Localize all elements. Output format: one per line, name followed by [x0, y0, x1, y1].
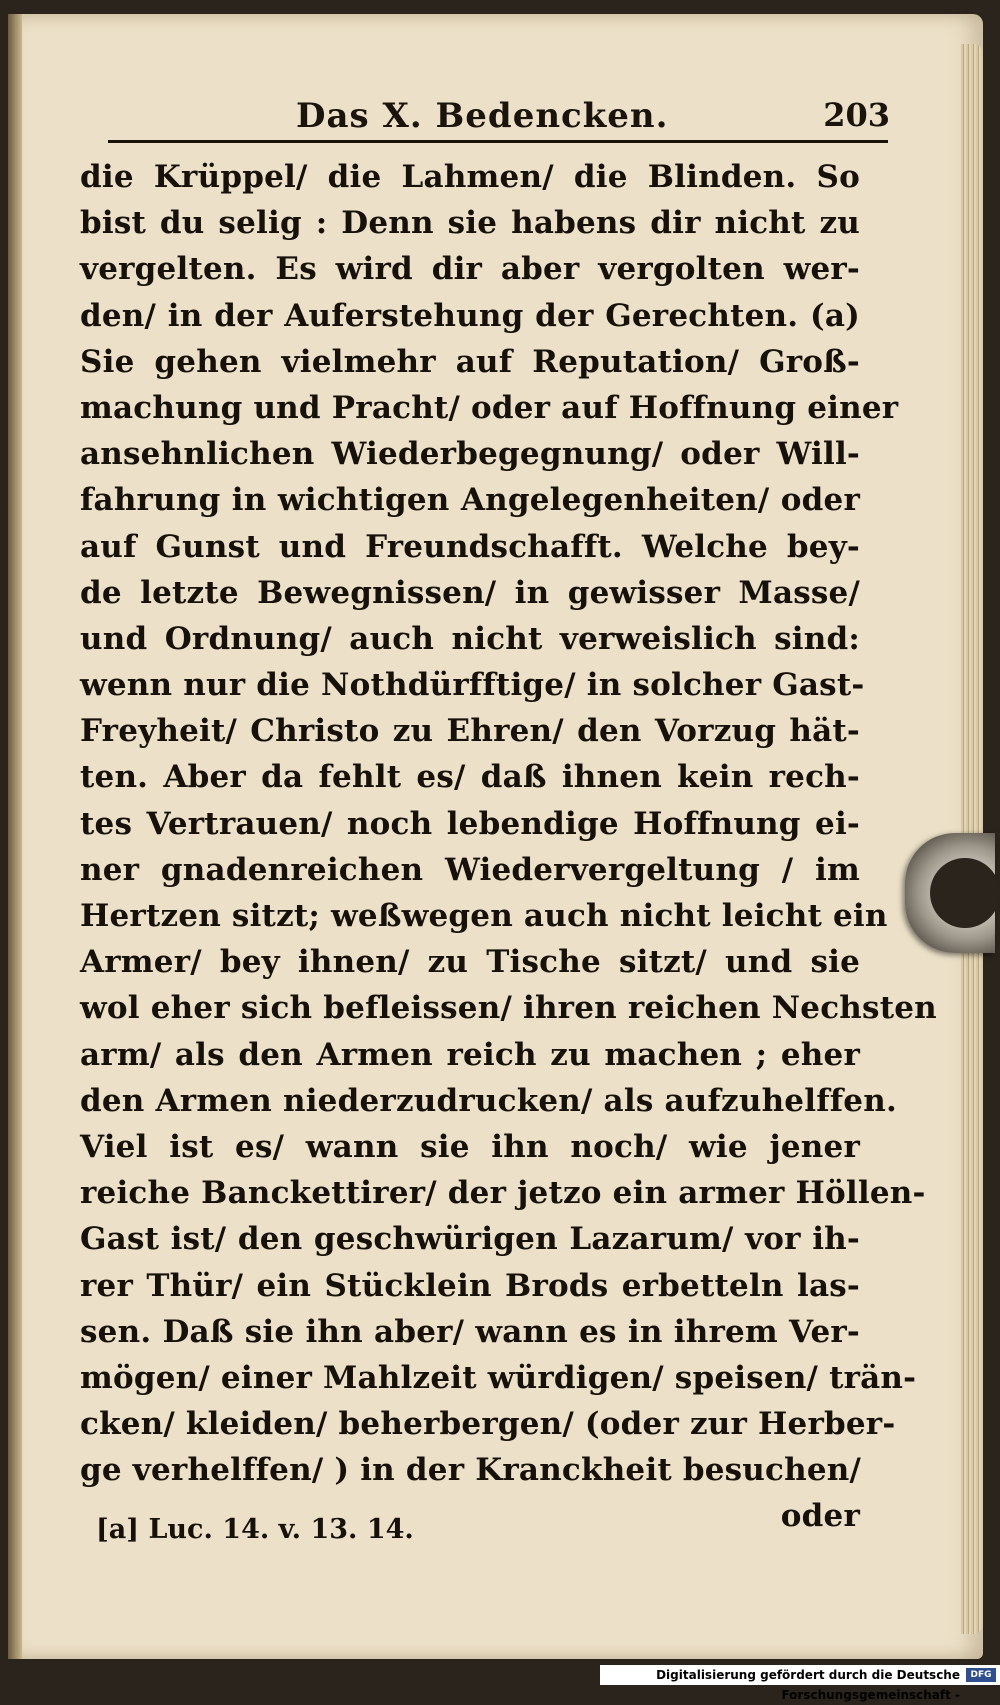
text-line: mögen/ einer Mahlzeit würdigen/ speisen/ trän-	[80, 1359, 917, 1396]
text-line: den/ in der Auferstehung der Gerechten. (a)	[80, 297, 860, 334]
text-line: Viel ist es/ wann sie ihn noch/ wie jener	[80, 1128, 860, 1165]
banner-text: Digitalisierung gefördert durch die Deutsche Forschungsgemeinschaft -	[656, 1668, 960, 1702]
text-line: ner gnadenreichen Wiedervergeltung / im	[80, 851, 860, 888]
text-line: die Krüppel/ die Lahmen/ die Blinden. So	[80, 159, 860, 195]
text-line: ten. Aber da fehlt es/ daß ihnen kein rech-	[80, 759, 860, 796]
running-title: Das X. Bedencken.	[296, 96, 669, 136]
body-text	[80, 154, 937, 1540]
text-line: ge verhelffen/ ) in der Kranckheit besuchen/	[80, 1452, 862, 1489]
text-line: tes Vertrauen/ noch lebendige Hoffnung ei-	[80, 805, 860, 842]
text-line: Hertzen sitzt; weßwegen auch nicht leicht ein	[80, 898, 888, 934]
text-line: vergelten. Es wird dir aber vergolten wer-	[80, 251, 860, 288]
text-line: sen. Daß sie ihn aber/ wann es in ihrem Ver-	[80, 1313, 860, 1350]
text-line: de letzte Bewegnissen/ in gewisser Masse/	[80, 574, 860, 611]
text-line: Sie gehen vielmehr auf Reputation/ Groß-	[80, 343, 860, 380]
text-line: rer Thür/ ein Stücklein Brods erbetteln las-	[80, 1267, 860, 1304]
text-line: cken/ kleiden/ beherbergen/ (oder zur Herber-	[80, 1406, 896, 1443]
dfg-logo: DFG	[966, 1668, 996, 1682]
text-line: wenn nur die Nothdürfftige/ in solcher Gast-	[80, 667, 865, 704]
book-page	[8, 14, 983, 1659]
text-line: Freyheit/ Christo zu Ehren/ den Vorzug hät-	[80, 713, 860, 750]
text-line: wol eher sich befleissen/ ihren reichen Nechsten	[80, 990, 937, 1027]
book-gutter	[8, 14, 22, 1659]
text-line: reiche Banckettirer/ der jetzo ein armer Höllen-	[80, 1175, 926, 1212]
page-header	[108, 96, 890, 144]
clasp-hole	[930, 858, 1000, 928]
text-line: fahrung in wichtigen Angelegenheiten/ oder	[80, 482, 860, 519]
header-rule	[108, 140, 888, 143]
text-line: machung und Pracht/ oder auf Hoffnung einer	[80, 389, 899, 426]
text-line: bist du selig : Denn sie habens dir nicht zu	[80, 205, 860, 242]
text-line: Gast ist/ den geschwürigen Lazarum/ vor ih-	[80, 1221, 860, 1258]
text-line: Armer/ bey ihnen/ zu Tische sitzt/ und sie	[80, 944, 860, 981]
text-line: und Ordnung/ auch nicht verweislich sind:	[80, 620, 860, 657]
footnote: [a] Luc. 14. v. 13. 14.	[96, 1514, 414, 1545]
text-line: ansehnlichen Wiederbegegnung/ oder Will-	[80, 436, 860, 473]
dfg-banner	[600, 1665, 1000, 1702]
text-line: auf Gunst und Freundschafft. Welche bey-	[80, 528, 860, 565]
catchword: oder	[780, 1498, 860, 1535]
page-number: 203	[823, 96, 890, 134]
text-line: arm/ als den Armen reich zu machen ; eher	[80, 1036, 860, 1073]
text-line: den Armen niederzudrucken/ als aufzuhelffen.	[80, 1082, 897, 1119]
